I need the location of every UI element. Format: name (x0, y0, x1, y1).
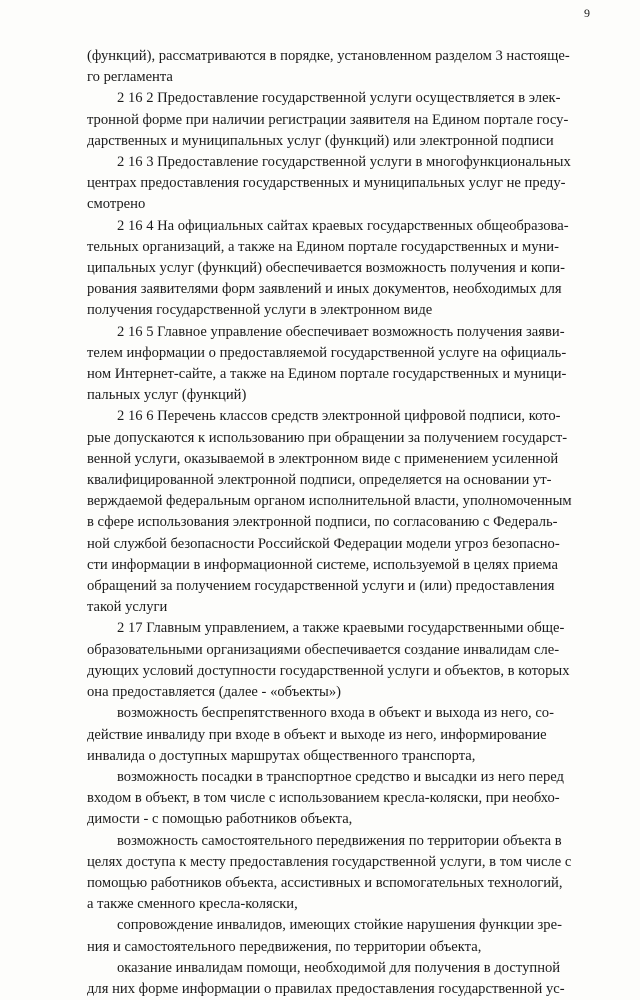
text-line: пальных услуг (функций) (87, 387, 247, 404)
text-line: дующих условий доступности государственной услуги и объектов, в которых (87, 662, 570, 679)
text-line: сти информации в информационной системе, используемой в целях приема (87, 556, 558, 573)
text-line: действие инвалиду при входе в объект и выходе из него, информирование (87, 726, 547, 743)
text-line: тельных организаций, а также на Едином портале государственных и муни- (87, 238, 559, 255)
text-line: ния и самостоятельного передвижения, по территории объекта, (87, 938, 482, 955)
text-line: 2 16 4 На официальных сайтах краевых государственных общеобразова- (117, 217, 569, 234)
text-line: 2 16 5 Главное управление обеспечивает возможность получения заяви- (117, 323, 565, 340)
text-line: возможность беспрепятственного входа в объект и выхода из него, со- (117, 705, 554, 722)
text-line: помощью работников объекта, ассистивных и вспомогательных технологий, (87, 874, 563, 891)
text-line: возможность самостоятельного передвижения по территории объекта в (117, 832, 562, 849)
text-line: смотрено (87, 196, 146, 213)
text-line: телем информации о предоставляемой государственной услуге на официаль- (87, 344, 567, 361)
text-line: а также сменного кресла-коляски, (87, 896, 298, 913)
text-line: возможность посадки в транспортное средство и высадки из него перед (117, 768, 564, 785)
text-line: такой услуги (87, 599, 168, 616)
text-line: 2 16 6 Перечень классов средств электронной цифровой подписи, кото- (117, 408, 561, 425)
text-line: ципальных услуг (функций) обеспечивается возможность получения и копи- (87, 260, 565, 277)
text-line: в сфере использования электронной подписи, по согласованию с Федераль- (87, 514, 558, 531)
text-line: тронной форме при наличии регистрации заявителя на Едином портале госу- (87, 111, 569, 128)
text-line: димости - с помощью работников объекта, (87, 811, 353, 828)
text-line: сопровождение инвалидов, имеющих стойкие нарушения функции зре- (117, 917, 562, 934)
text-line: дарственных и муниципальных услуг (функций) или электронной подписи (87, 132, 554, 149)
text-line: рования заявителями форм заявлений и иных документов, необходимых для (87, 281, 562, 298)
text-line: целях доступа к месту предоставления государственной услуги, в том числе с (87, 853, 572, 870)
text-line: верждаемой федеральным органом исполнительной власти, уполномоченным (87, 493, 572, 510)
page-number: 9 (584, 6, 590, 20)
text-line: ном Интернет-сайте, а также на Едином портале государственных и муници- (87, 366, 567, 383)
text-line: ной службой безопасности Российской Федерации модели угроз безопасно- (87, 535, 560, 552)
text-line: оказание инвалидам помощи, необходимой для получения в доступной (117, 959, 561, 976)
text-line: 2 16 2 Предоставление государственной услуги осуществляется в элек- (117, 90, 561, 107)
text-line: она предоставляется (далее - «объекты») (87, 684, 341, 701)
text-line: 2 16 3 Предоставление государственной услуги в многофункциональных (117, 154, 571, 171)
text-line: рые допускаются к использованию при обращении за получением государст- (87, 429, 568, 446)
text-line: (функций), рассматриваются в порядке, установленном разделом 3 настояще- (87, 48, 570, 64)
text-line: квалифицированной электронной подписи, определяется на основании ут- (87, 472, 552, 489)
text-line: инвалида о доступных маршрутах общественного транспорта, (87, 747, 476, 764)
text-line: входом в объект, в том числе с использованием кресла-коляски, при необхо- (87, 790, 560, 807)
text-line: 2 17 Главным управлением, а также краевыми государственными обще- (117, 620, 565, 637)
text-line: го регламента (87, 69, 173, 86)
text-line: центрах предоставления государственных и муниципальных услуг не преду- (87, 175, 566, 192)
document-body (87, 46, 597, 1000)
text-line: для них форме информации о правилах предоставления государственной ус- (87, 980, 565, 997)
text-line: образовательными организациями обеспечивается создание инвалидам сле- (87, 641, 560, 658)
text-line: получения государственной услуги в электронном виде (87, 302, 433, 319)
text-line: обращений за получением государственной услуги и (или) предоставления (87, 578, 555, 595)
text-line: венной услуги, оказываемой в электронном виде с применением усиленной (87, 450, 559, 467)
